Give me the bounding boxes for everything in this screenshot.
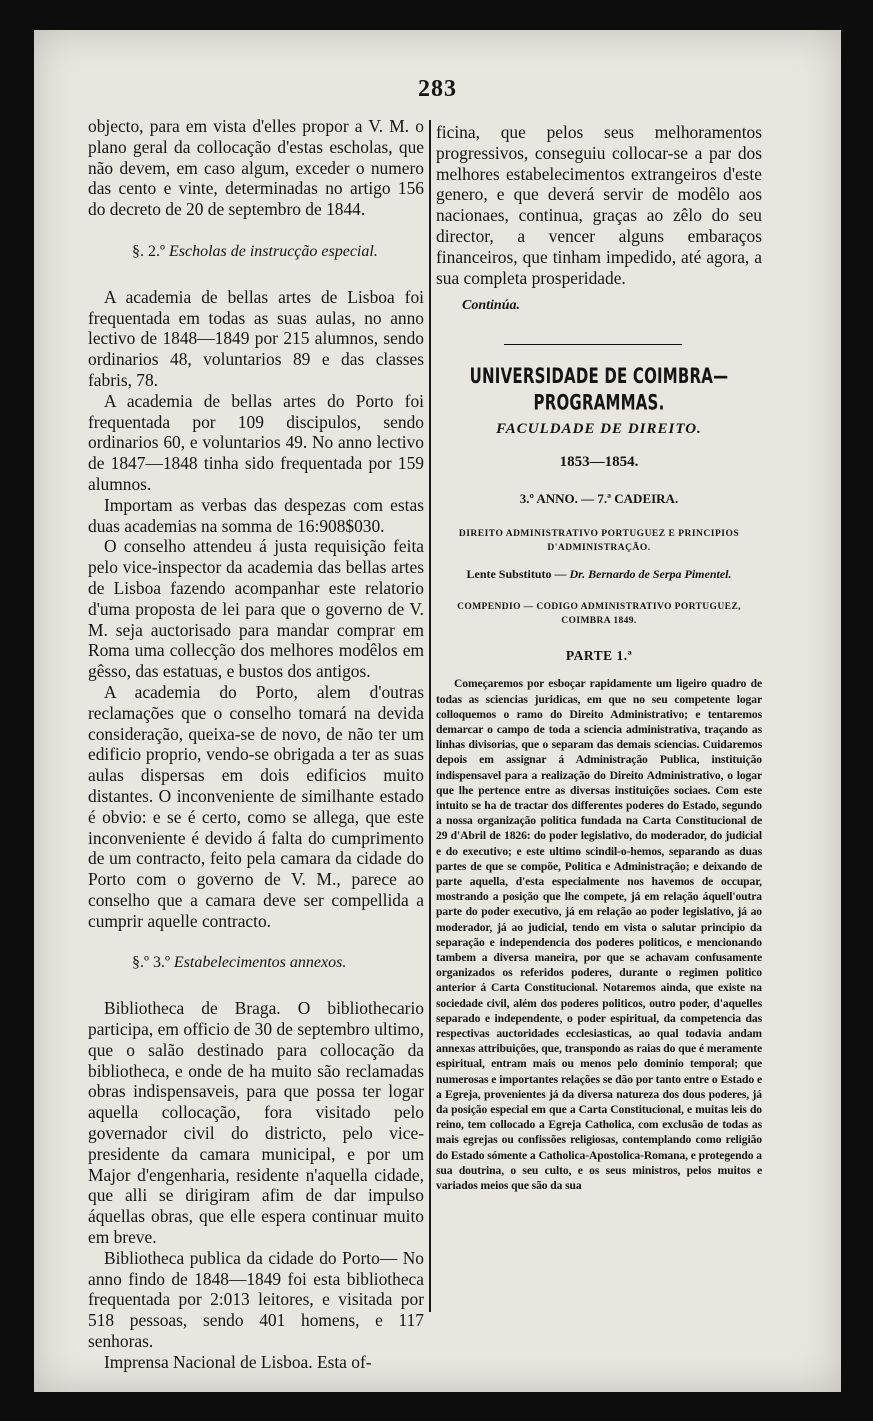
- page-number: 283: [418, 76, 457, 102]
- right-column: [424, 122, 762, 1193]
- paragraph-intro: objecto, para em vista d'elles propor a V. M. o plano geral da collocação d'estas escholas, que não devem, em caso algum, exceder o numero das cento e vinte, determinadas no artigo 156 do decreto de 20 de septembro de 1844.: [88, 116, 424, 220]
- programme-body: [436, 676, 762, 1193]
- section-heading-3: [88, 953, 424, 974]
- paragraph: Bibliotheca publica da cidade do Porto— No anno findo de 1848—1849 foi esta bibliotheca frequentada por 2:013 leitores, e visitada por 518 pessoas, sendo 401 homens, e 117 senhoras.: [88, 1247, 424, 1352]
- compendium-line-text: COMPENDIO — CODIGO ADMINISTRATIVO PORTUGUEZ,: [457, 602, 741, 613]
- paragraph: A academia de bellas artes de Lisboa foi frequentada em todas as suas aulas, no anno lectivo de 1848—1849 por 215 alumnos, sendo ordinarios 48, voluntarios 89 e das classes fabris, 78.: [88, 286, 424, 390]
- section-heading-2: [88, 242, 424, 263]
- course-title-line: DIREITO ADMINISTRATIVO PORTUGUEZ E PRINCIPIOS: [458, 529, 740, 540]
- compendium-line: [436, 600, 762, 628]
- academic-years: 1853—1854.: [559, 454, 639, 471]
- section-number: §.º 3.º: [132, 954, 170, 972]
- paragraph: O conselho attendeu á justa requisição feita pelo vice-inspector da academia das bellas artes de Lisboa fazendo acompanhar este relatorio d'uma proposta de lei para que o governo de V. M. seja auctorisado para mandar comprar em Roma uma collecção dos melhores modêlos em gêsso, das estatuas, e bustos dos antigos.: [88, 536, 424, 682]
- faculty-title: FACULDADE DE DIREITO.: [496, 421, 702, 438]
- course-title: [436, 527, 762, 555]
- paragraph: A academia do Porto, alem d'outras reclamações que o conselho tomará na devida consideração, queixa-se de novo, de não ter um edificio proprio, vendo-se obrigada a ter as suas aulas dispersas em dois edificios muito distantes. O inconveniente de similhante estado é obvio: e se é certo, como se allega, que este inconveniente é devido á falta do cumprimento de um contracto, feito pela camara da cidade do Porto com o governo de V. M., parece ao conselho que a camara deve ser compellida a cumprir aquelle contracto.: [88, 681, 424, 931]
- continua-label: Continúa.: [462, 298, 520, 314]
- paragraph: Imprensa Nacional de Lisboa. Esta of-: [104, 1351, 372, 1372]
- programme-block: [424, 363, 762, 1193]
- year-chair: 3.º ANNO. — 7.ª CADEIRA.: [519, 491, 679, 507]
- paragraph: Importam as verbas das despezas com estas duas academias na somma de 16:908$030.: [88, 494, 424, 536]
- section-title: Escholas de instrucção especial.: [168, 242, 378, 260]
- section-title: Estabelecimentos annexos.: [173, 954, 347, 972]
- university-title: UNIVERSIDADE DE COIMBRA—PROGRAMMAS.: [469, 363, 729, 416]
- paragraph-continuation: ficina, que pelos seus melhoramentos progressivos, conseguiu collocar-se a par dos melhores estabelecimentos extrangeiros d'este genero, e que deverá servir de modêlo aos nacionaes, continua, graças ao zêlo do seu director, a vencer alguns embaraços financeiros, que tinham impedido, até agora, a sua completa prosperidade.: [436, 122, 762, 288]
- compendium-line-text: COIMBRA 1849.: [561, 616, 637, 627]
- paragraph: Bibliotheca de Braga. O bibliothecario participa, em officio de 30 de septembro ultimo, que o salão destinado para collocação da bibliotheca, e onde de ha muito são reclamadas obras indispensaveis, para que possa ter logar aquella collocação, fora visitado pelo governador civil do districto, pelo vice-presidente da camara municipal, e por um Major d'engenharia, residente n'aquella cidade, que alli se dirigiram afim de dar impulso áquellas obras, que elle espera continuar muito em breve.: [88, 998, 424, 1248]
- course-title-line: D'ADMINISTRAÇÃO.: [547, 543, 651, 554]
- paragraph: A academia de bellas artes do Porto foi frequentada por 109 discipulos, sendo ordinarios 60, e voluntarios 49. No anno lectivo de 1847—1848 tinha sido frequentada por 159 alumnos.: [88, 390, 424, 494]
- paragraph: Começaremos por esboçar rapidamente um ligeiro quadro de todas as sciencias juridicas, em que no seu competente logar colloquemos o ramo do Direito Administrativo; e tentaremos demarcar o campo de toda a sciencia administrativa, traçando as linhas divisorias, que o separam das demais sciencias. Cuidaremos depois em assignar á Administração Publica, instituição indispensavel para a realização do Direito Administrativo, o logar que lhe pertence entre as diversas instituições sociaes. Com este intuito se ha de tractar dos differentes poderes do Estado, segundo a nossa organização politica fundada na Carta Constitucional de 29 d'Abril de 1826: do poder legislativo, do moderador, do judicial e do executivo; e este ultimo scindil-o-hemos, separando as duas partes de que se compõe, Politica e Administração; e deixando de parte aquella, d'esta especialmente nos havemos de occupar, mostrando a posição que lhe compete, já em relação áquell'outra parte do poder executivo, já em relação ao poder legislativo, já ao moderador, já ao judicial, tendo em vista o salutar principio da separação e independencia dos poderes politicos, e mencionando tambem a diversa maneira, por que se achavam confusamente organizados os referidos poderes, durante o regimen politico anterior á Carta Constitucional. Notaremos ainda, que existe na sociedade civil, além dos poderes politicos, outro poder, d'aquelles separado e independente, o poder espiritual, da competencia das respectivas auctoridades ecclesiasticas, ao qual todavia andam annexas attribuições, que, transpondo as raias do que é meramente espiritual, entram mais ou menos pelo dominio temporal; que numerosas e importantes relações se dão por tanto entre o Estado e a Egreja, provenientes já da diversa natureza dos dous poderes, já da posição especial em que a Carta Constitucional, e muitas leis do reino, tem collocado a Egreja Catholica, com exclusão de todas as mais egrejas ou confissões religiosas, contemplando como religião do Estado sómente a Catholica-Apostolica-Romana, e protegendo a sua doutrina, o seu culto, e os seus ministros, pelos muitos e variados meios que são da sua: [436, 677, 762, 1193]
- lecturer-line: [436, 567, 762, 582]
- lecturer-name: Dr. Bernardo de Serpa Pimentel.: [569, 567, 732, 582]
- section-number: §. 2.º: [132, 242, 165, 260]
- lecturer-label: Lente Substituto —: [466, 567, 567, 582]
- newspaper-page: [34, 30, 841, 1392]
- left-column: [88, 116, 424, 1373]
- part-heading: PARTE 1.ª: [565, 648, 633, 664]
- section-rule: [504, 344, 682, 345]
